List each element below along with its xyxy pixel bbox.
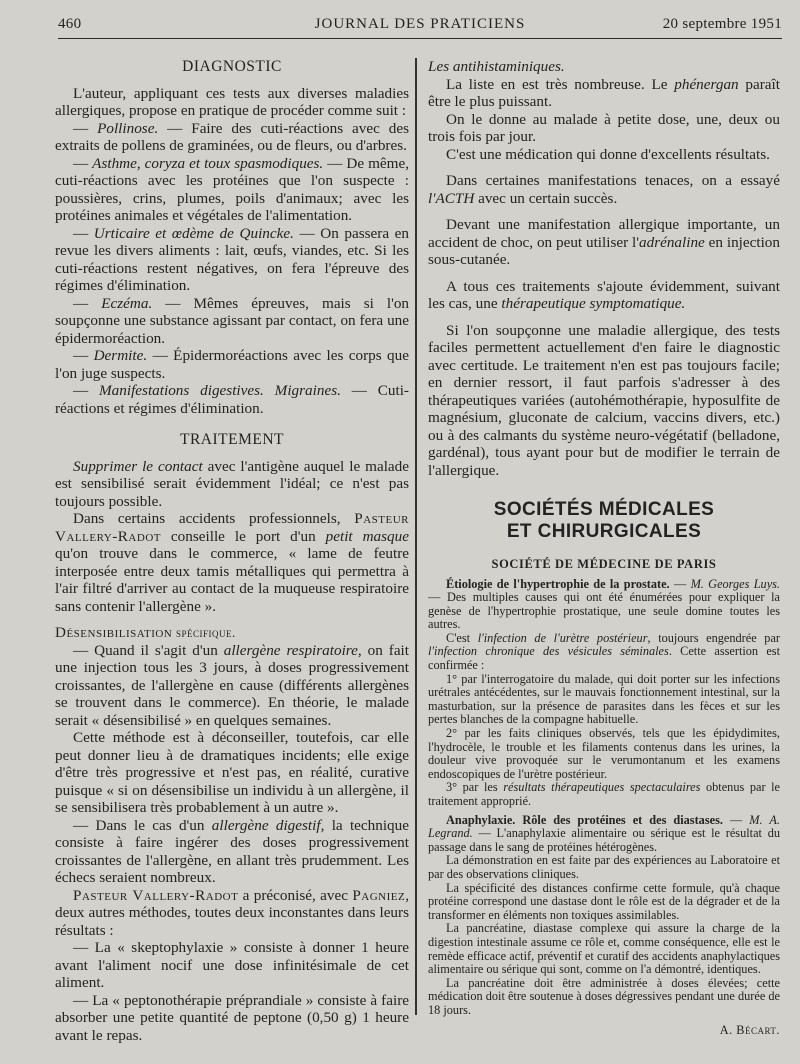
petit-masque-italic: petit masque <box>325 527 409 545</box>
pollinose-text: — Faire des cuti-réactions avec des extraits de pollens de graminées, ou de fleurs, ou d'arbres. <box>55 119 409 154</box>
author-pasteur-vallery-radot-2: Pasteur Vallery-Radot <box>73 886 239 904</box>
eczema-title: Eczéma. <box>101 294 153 312</box>
allergene-respiratoire-italic: allergène respiratoire <box>223 641 358 659</box>
anaphylaxie-author: M. A. Legrand. <box>428 812 781 841</box>
skeptophylaxie-paragraph: — La « skeptophylaxie » consiste à donner 1 heure avant l'aliment nocif une dose infinitésimale de cet aliment. <box>55 939 409 991</box>
eczema-text: — Mêmes épreuves, mais si l'on soupçonne une substance agissant par contact, on fera une épidermoréaction. <box>55 294 410 347</box>
antihistaminiques-heading <box>428 58 780 76</box>
liste-paragraph <box>428 76 780 111</box>
desensibilisation-heading <box>55 624 409 642</box>
liste-text-b: paraît être le plus puissant. <box>428 75 780 110</box>
point-3-paragraph <box>428 781 780 808</box>
journal-title: JOURNAL DES PRATICIENS <box>314 16 526 32</box>
digestif-paragraph <box>55 817 409 887</box>
pancreatine-paragraph-1: La pancréatine, diastase complexe qui assure la charge de la digestion intestinale assume ce rôle et, comme conséquence, elle est le remède efficace actif, préventif et curatif des accidents anaphylactiques alimentaire ou sérique qui sont, comme on l'a démontré, identiques. <box>428 921 780 977</box>
urticaire-title: Urticaire et œdème de Quincke. <box>93 224 294 242</box>
anaphylaxie-paragraph: Anaphylaxie. Rôle des protéines et des diastases. — M. A. Legrand. — L'anaphylaxie alimentaire ou sérique est le résultat du passage dans le sang de protéines hétérogènes. <box>428 812 781 854</box>
author-signature: A. Bécart. <box>719 1022 780 1037</box>
page-header <box>58 14 782 39</box>
traitement-heading: TRAITEMENT <box>179 431 284 448</box>
preconise-text: a préconisé, avec <box>238 886 353 904</box>
point3-text-b: obtenus par le traitement approprié. <box>428 780 780 808</box>
anaphylaxie-text: — L'anaphylaxie alimentaire ou sérique est le résultat du passage dans le sang de protéines hétérogènes. <box>428 826 780 854</box>
manifestations-text: — Cuti-réactions et régimes d'élimination. <box>55 382 409 417</box>
liste-text-a: La liste en est très nombreuse. Le <box>446 75 675 93</box>
accidents-text-b: conseille le port d'un <box>160 527 326 545</box>
symptomatique-italic: thérapeutique symptomatique. <box>501 295 686 312</box>
point3-italic: résultats thérapeutiques spectaculaires <box>503 780 701 795</box>
cest-text-b: , toujours engendrée par <box>647 630 780 645</box>
methodes-paragraph <box>55 887 409 940</box>
accidents-text-a: Dans certains accidents professionnels, <box>73 510 355 527</box>
societe-reports <box>428 578 780 1038</box>
pancreatine-paragraph-2: La pancréatine doit être administrée à doses élevées; cette médication doit être soutenue à doses dégressives pendant une durée de 18 jours. <box>428 975 780 1017</box>
quand-text-b: , on fait une injection tous les 3 jours, à doses progressivement croissantes, de l'allergène en cause (différents allergènes se trouvent dans le commerce). En théorie, le malade serait « désensibilisé » en quelques semaines. <box>55 641 409 729</box>
devant-text-b: en injection sous-cutanée. <box>428 233 780 268</box>
cest-italic-1: l'infection de l'urètre postérieur <box>477 630 648 645</box>
allergene-digestif-italic: allergène digestif <box>211 816 321 834</box>
antihistaminiques-title: Les antihistaminiques. <box>428 58 565 75</box>
left-column <box>55 58 409 1044</box>
diagnostic-intro: L'auteur, appliquant ces tests aux diverses maladies allergiques, propose en pratique de procéder comme suit : <box>55 84 409 119</box>
point-2-paragraph: 2° par les faits cliniques observés, tels que les épidydimites, l'hydrocèle, le trouble et les filaments contenus dans les urines, la douleur vive provoquée sur le verumontanum et les examens endoscopiques de l'urètre postérieur. <box>428 726 780 781</box>
digestif-text-b: , la technique consiste à faire ingérer des doses progressivement croissantes de l'allergène, en allant très prudemment. Les échecs seraient nombreux. <box>55 816 409 886</box>
cette-methode-paragraph: Cette méthode est à déconseiller, toutefois, car elle peut donner lieu à de dramatiques incidents; elle exige d'être très progressive et n'est pas, en réalité, curative puisque « si on désensibilise un individu à un allergène, il se sensibilisera très probablement à un autre ». <box>55 729 409 816</box>
manifestations-paragraph: — Manifestations digestives. Migraines. — Cuti-réactions et régimes d'élimination. <box>55 382 409 417</box>
cest-text-c: . Cette assertion est confirmée : <box>428 644 780 673</box>
devant-paragraph <box>428 216 780 269</box>
tous-paragraph <box>428 278 780 313</box>
dermite-title: Dermite. <box>93 347 148 364</box>
desensibilisation-label: Désensibilisation <box>55 624 173 641</box>
page-number: 460 <box>58 16 82 32</box>
acth-paragraph <box>428 172 780 207</box>
devant-text-a: Devant une manifestation allergique importante, un accident de choc, on peut utiliser l' <box>428 216 780 251</box>
urticaire-text: — On passera en revue les divers aliments : lait, œufs, viandes, etc. Si les cuti-réactions restent négatives, on fera l'épreuve des régimes d'élimination. <box>55 224 409 294</box>
phenergan-italic: phénergan <box>674 75 739 93</box>
issue-date: 20 septembre 1951 <box>662 16 782 32</box>
donne-paragraph: On le donne au malade à petite dose, une, deux ou trois fois par jour. <box>428 110 780 145</box>
right-column <box>428 58 780 1037</box>
urticaire-paragraph: — Urticaire et œdème de Quincke. — On passera en revue les divers aliments : lait, œufs, viandes, etc. Si les cuti-réactions restent négatives, on fera l'épreuve des régimes d'élimination. <box>55 224 409 294</box>
dermite-paragraph: — Dermite. — Épidermoréactions avec les corps que l'on juge suspects. <box>55 347 409 382</box>
supprimer-italic: Supprimer le contact <box>73 457 203 475</box>
cest-paragraph <box>428 632 780 673</box>
pollinose-paragraph: — Pollinose. — Faire des cuti-réactions avec des extraits de pollens de graminées, ou de fleurs, ou d'arbres. <box>55 119 409 154</box>
demonstration-paragraph: La démonstration en est faite par des expériences au Laboratoire et par des observations cliniques. <box>428 853 780 881</box>
etiologie-title: Étiologie de l'hypertrophie de la prostate. <box>446 576 670 591</box>
adrenaline-italic: adrénaline <box>639 233 705 251</box>
tous-text-a: A tous ces traitements s'ajoute évidemment, suivant les cas, une <box>428 277 780 312</box>
societes-section-title <box>428 499 780 543</box>
etiologie-author: M. Georges Luys. <box>690 576 781 591</box>
acth-italic: l'ACTH <box>428 189 475 207</box>
eczema-paragraph: — Eczéma. — Mêmes épreuves, mais si l'on soupçonne une substance agissant par contact, on fera une épidermoréaction. <box>55 294 410 347</box>
specifique-label: spécifique. <box>172 625 236 640</box>
etiologie-paragraph: Étiologie de l'hypertrophie de la prostate. — M. Georges Luys. — Des multiples causes qui ont été énumérées pour expliquer la genèse de l'hypertrophie prostatique, une seule domine toutes les autres. <box>428 576 781 632</box>
supprimer-paragraph <box>55 458 409 511</box>
specificite-paragraph: La spécificité des distances confirme cette formule, qu'à chaque protéine correspond une dastase dont le rôle est de la dégrader et de la transformer en éléments non toxiques assimilables. <box>428 880 780 922</box>
diagnostic-heading: DIAGNOSTIC <box>182 58 282 75</box>
accidents-paragraph <box>55 510 409 615</box>
author-pasteur-vallery-radot: Pasteur Vallery-Radot <box>55 510 409 545</box>
column-divider <box>415 58 417 1015</box>
digestif-text-a: — Dans le cas d'un <box>73 816 212 834</box>
peptonotherapie-paragraph: — La « peptonothérapie préprandiale » consiste à faire absorber une petite quantité de peptone (0,50 g) 1 heure avant le repas. <box>55 991 409 1044</box>
point3-text-a: 3° par les <box>446 780 504 795</box>
manifestations-title: Manifestations digestives. Migraines. <box>99 382 341 399</box>
cest-text-a: C'est <box>446 630 478 645</box>
acth-text-b: avec un certain succès. <box>474 189 618 207</box>
etiologie-text: — Des multiples causes qui ont été énumérées pour expliquer la genèse de l'hypertrophie prostatique, une seule domine toutes les autres. <box>428 590 780 632</box>
pollinose-title: Pollinose. <box>97 119 159 137</box>
preconise-text-b: , deux autres méthodes, toutes deux inconstantes dans leurs résultats : <box>55 886 410 939</box>
quand-text-a: — Quand il s'agit d'un <box>73 641 224 659</box>
societes-title-line1: SOCIÉTÉS MÉDICALES <box>493 499 715 520</box>
societe-paris-heading: SOCIÉTÉ DE MÉDECINE DE PARIS <box>491 557 717 571</box>
supprimer-text: avec l'antigène auquel le malade est sensibilisé serait évidemment l'idéal; ce n'est pas toujours possible. <box>55 457 409 510</box>
dermite-text: — Épidermoréactions avec les corps que l'on juge suspects. <box>55 347 409 382</box>
conclusion-paragraph: Si l'on soupçonne une maladie allergique, des tests faciles permettent actuellement d'en faire le diagnostic avec certitude. Le traitement n'en est pas toujours facile; en dernier ressort, il faut parfois s'adresser à des thérapeutiques variées (autohémothérapie, hyposulfite de magnésium, gluconate de calcium, vaccins divers, etc.) ou à des calmants du système neuro-végétatif (belladone, gardénal), tous ayant pour but de modifier le terrain de l'allergique. <box>428 321 780 479</box>
medication-paragraph: C'est une médication qui donne d'excellents résultats. <box>446 145 770 163</box>
respiratoire-paragraph <box>55 642 409 730</box>
asthme-title: Asthme, coryza et toux spasmodiques. <box>92 154 324 172</box>
cest-italic-2: l'infection chronique des vésicules séminales <box>428 644 669 659</box>
asthme-paragraph: — Asthme, coryza et toux spasmodiques. — De même, cuti-réactions avec les protéines que l'on suspecte : poussières, crins, plumes, poils d'animaux; avec les protéines animales et végétales de l'alimentation. <box>55 154 409 224</box>
asthme-text: — De même, cuti-réactions avec les protéines que l'on suspecte : poussières, crins, plumes, poils d'animaux; avec les protéines animales et végétales de l'alimentation. <box>55 154 409 224</box>
societes-title-line2: ET CHIRURGICALES <box>506 521 702 542</box>
author-pagniez: Pagniez <box>352 886 406 904</box>
acth-text-a: Dans certaines manifestations tenaces, on a essayé <box>446 172 780 189</box>
point-1-paragraph: 1° par l'interrogatoire du malade, qui doit porter sur les infections urétrales antécédentes, sur le mauvais fonctionnement intestinal, sur la masturbation, sur la présence de parasites dans les fèces et sur les pertes blanches de la compagne habituelle. <box>428 671 780 727</box>
accidents-text-c: qu'on trouve dans le commerce, « lame de feutre interposée entre deux tamis métalliques qui permettra à l'air filtré d'arriver au contact de la muqueuse respiratoire sans contenir l'allergène ». <box>55 545 409 615</box>
anaphylaxie-title: Anaphylaxie. Rôle des protéines et des diastases. <box>446 812 723 827</box>
